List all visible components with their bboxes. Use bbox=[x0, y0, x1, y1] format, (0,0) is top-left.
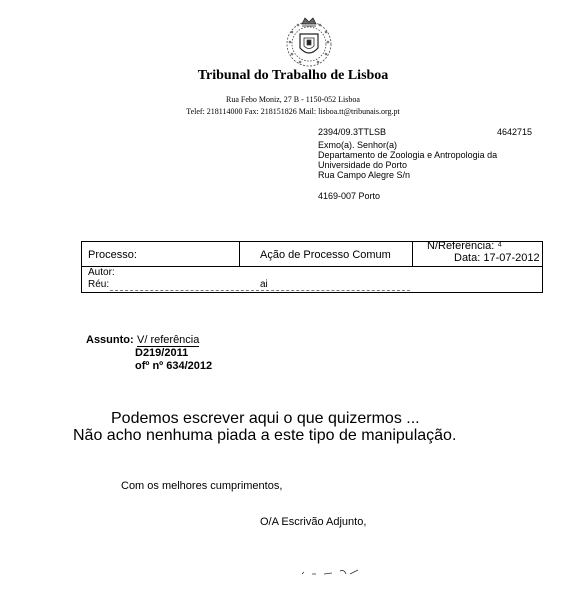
recipient-postcode: 4169-007 Porto bbox=[318, 191, 381, 201]
body-line-1: Podemos escrever aqui o que quizermos ... bbox=[111, 410, 420, 427]
table-divider bbox=[239, 242, 240, 266]
signature-fragment bbox=[302, 568, 362, 576]
process-type: Ação de Processo Comum bbox=[260, 249, 391, 261]
recipient-reference: 2394/09.3TTLSB bbox=[318, 127, 387, 137]
table-divider bbox=[82, 266, 542, 267]
subject-value: V/ referência bbox=[137, 334, 200, 346]
recipient-department: Departamento de Zoologia e Antropologia da bbox=[318, 150, 498, 160]
recipient-salutation: Exmo(a). Senhor(a) bbox=[318, 140, 398, 150]
recipient-street: Rua Campo Alegre S/n bbox=[318, 170, 411, 180]
redacted-line bbox=[110, 290, 410, 291]
subject-office-number: ofº nº 634/2012 bbox=[135, 360, 213, 372]
document-date: Data: 17-07-2012 bbox=[454, 252, 540, 264]
defendant-name-fragment: ai bbox=[260, 279, 268, 290]
signatory-title: O/A Escrivão Adjunto, bbox=[260, 516, 367, 528]
court-contacts: Telef: 218114000 Fax: 218151826 Mail: lisboa.tt@tribunais.org.pt bbox=[186, 107, 400, 116]
court-address: Rua Febo Moniz, 27 B - 1150-052 Lisboa bbox=[226, 95, 360, 104]
closing-greeting: Com os melhores cumprimentos, bbox=[121, 480, 283, 492]
process-label: Processo: bbox=[88, 249, 137, 261]
recipient-university: Universidade do Porto bbox=[318, 160, 408, 170]
body-line-2: Não acho nenhuma piada a este tipo de manipulação. bbox=[73, 427, 457, 444]
subject-case-number: D219/2011 bbox=[135, 347, 189, 359]
court-name: Tribunal do Trabalho de Lisboa bbox=[197, 68, 389, 83]
defendant-label: Réu: bbox=[88, 279, 110, 290]
case-info-table bbox=[81, 241, 543, 293]
portuguese-coat-of-arms-icon bbox=[280, 12, 338, 70]
subject-label: Assunto: bbox=[86, 334, 134, 346]
author-label: Autor: bbox=[88, 267, 115, 278]
table-divider bbox=[412, 242, 413, 266]
reference-label: N/Referência: ⁴ bbox=[427, 240, 503, 252]
recipient-number: 4642715 bbox=[497, 127, 533, 137]
